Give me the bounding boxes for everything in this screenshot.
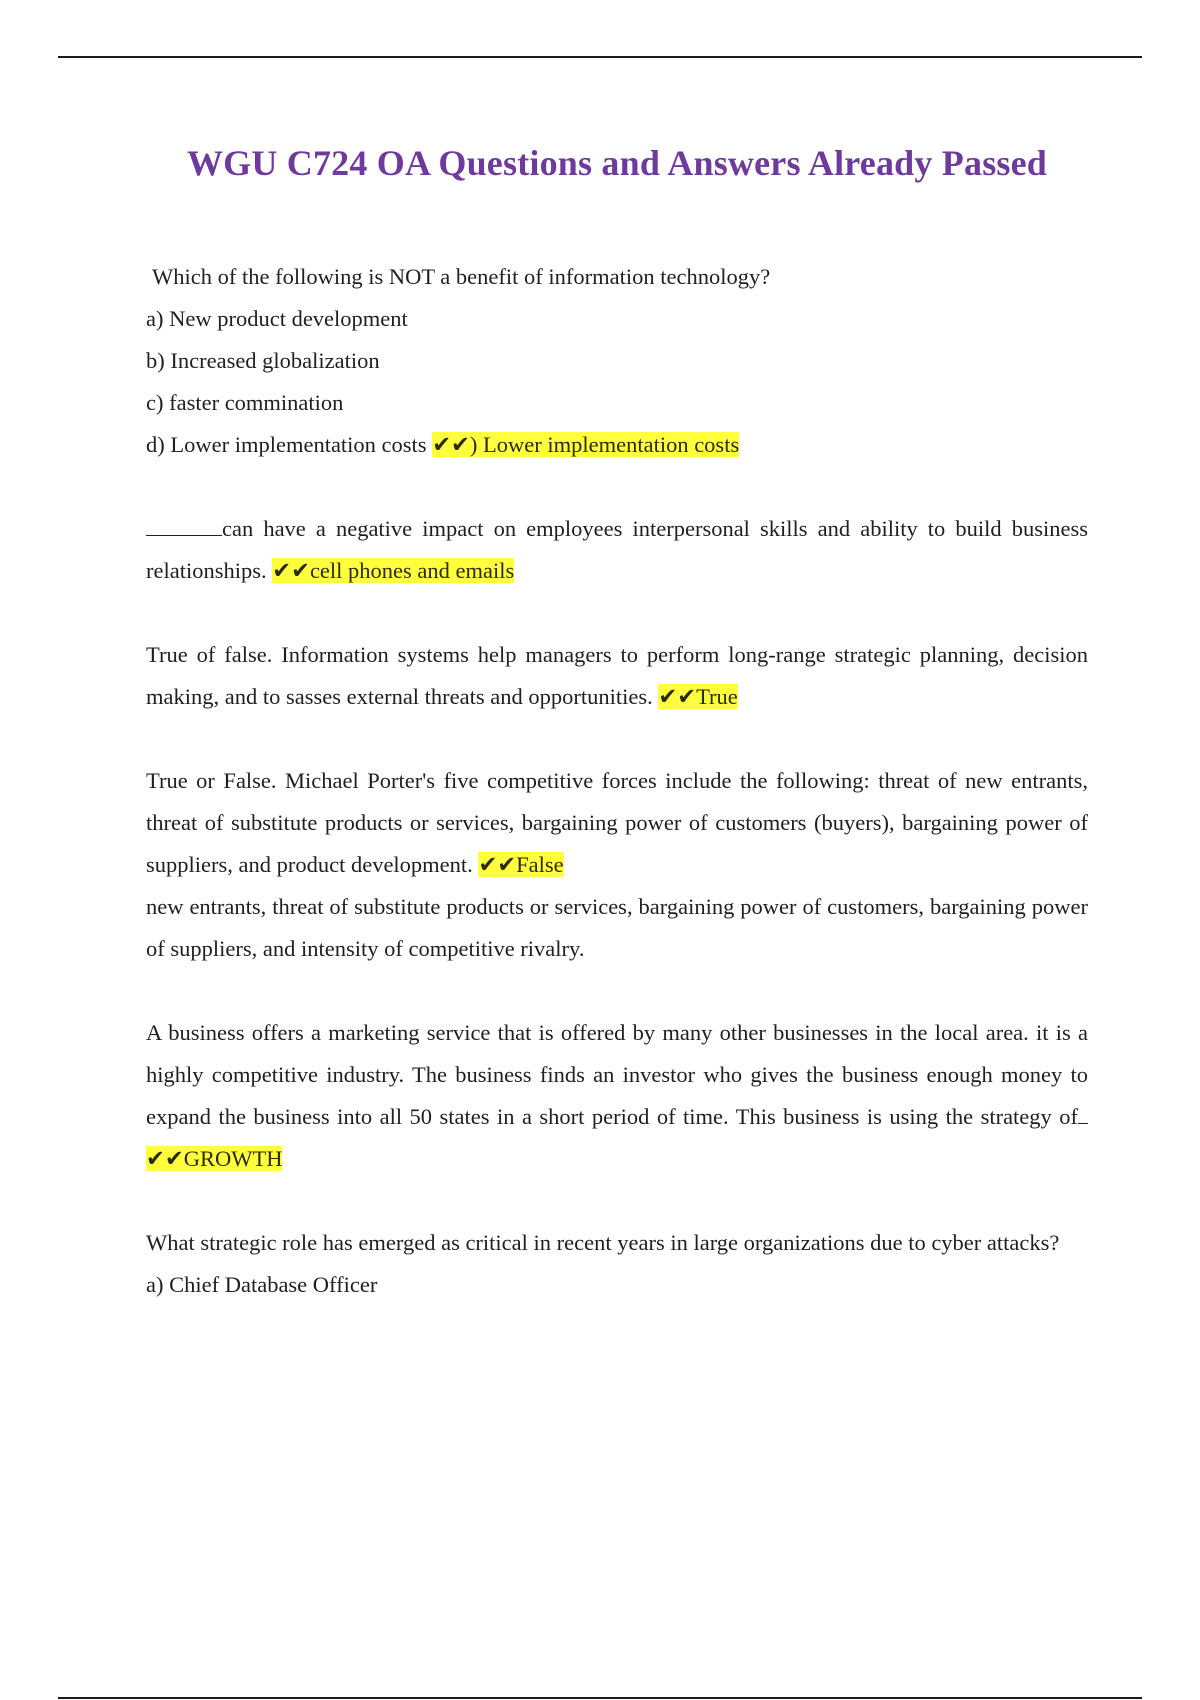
document-body: [146, 256, 1088, 1306]
spacer: [146, 718, 1088, 760]
q1-question: Which of the following is NOT a benefit of information technology?: [152, 264, 771, 289]
spacer: [146, 970, 1088, 1012]
fill-in-blank: [146, 517, 222, 536]
q2-paragraph: [146, 508, 1088, 592]
q5-answer: ✔✔GROWTH: [146, 1146, 283, 1171]
q3-paragraph: [146, 634, 1088, 718]
q2-text: can have a negative impact on employees interpersonal skills and ability to build business relationships.: [146, 516, 1088, 583]
document-title: WGU C724 OA Questions and Answers Already Passed: [186, 143, 1048, 183]
q4-answer: ✔✔False: [478, 852, 564, 877]
fill-in-blank: [1078, 1105, 1088, 1124]
q3-answer: ✔✔True: [658, 684, 738, 709]
top-rule: [58, 56, 1142, 58]
q1-answer: ✔✔) Lower implementation costs: [432, 432, 740, 457]
q6-question: What strategic role has emerged as critical in recent years in large organizations due to cyber attacks?: [146, 1230, 1060, 1255]
spacer: [146, 1180, 1088, 1222]
q3-text: True of false. Information systems help managers to perform long-range strategic planning, decision making, and to sasses external threats and opportunities.: [146, 642, 1088, 709]
q4-explanation: new entrants, threat of substitute products or services, bargaining power of customers, bargaining power of suppliers, and intensity of competitive rivalry.: [146, 894, 1088, 961]
q2-answer: ✔✔cell phones and emails: [272, 558, 515, 583]
bottom-rule: [58, 1697, 1142, 1699]
q6-option-a: a) Chief Database Officer: [146, 1272, 378, 1297]
q1-option-d-text: d) Lower implementation costs: [146, 432, 427, 457]
spacer: [146, 466, 1088, 508]
q5-paragraph: [146, 1012, 1088, 1180]
q1-option-b: b) Increased globalization: [146, 348, 380, 373]
q4-text: True or False. Michael Porter's five competitive forces include the following: threat of new entrants, threat of substitute products or services, bargaining power of customers (buyers), bargaining power of suppliers, and product development.: [146, 768, 1088, 877]
q4-paragraph: [146, 760, 1088, 886]
q1-option-d: [146, 424, 1088, 466]
spacer: [146, 592, 1088, 634]
q1-option-c: c) faster commination: [146, 390, 344, 415]
q1-option-a: a) New product development: [146, 306, 408, 331]
q5-text: A business offers a marketing service that is offered by many other businesses in the local area. it is a highly competitive industry. The business finds an investor who gives the business enough money to expand the business into all 50 states in a short period of time. This business is using the strategy of: [146, 1020, 1088, 1129]
